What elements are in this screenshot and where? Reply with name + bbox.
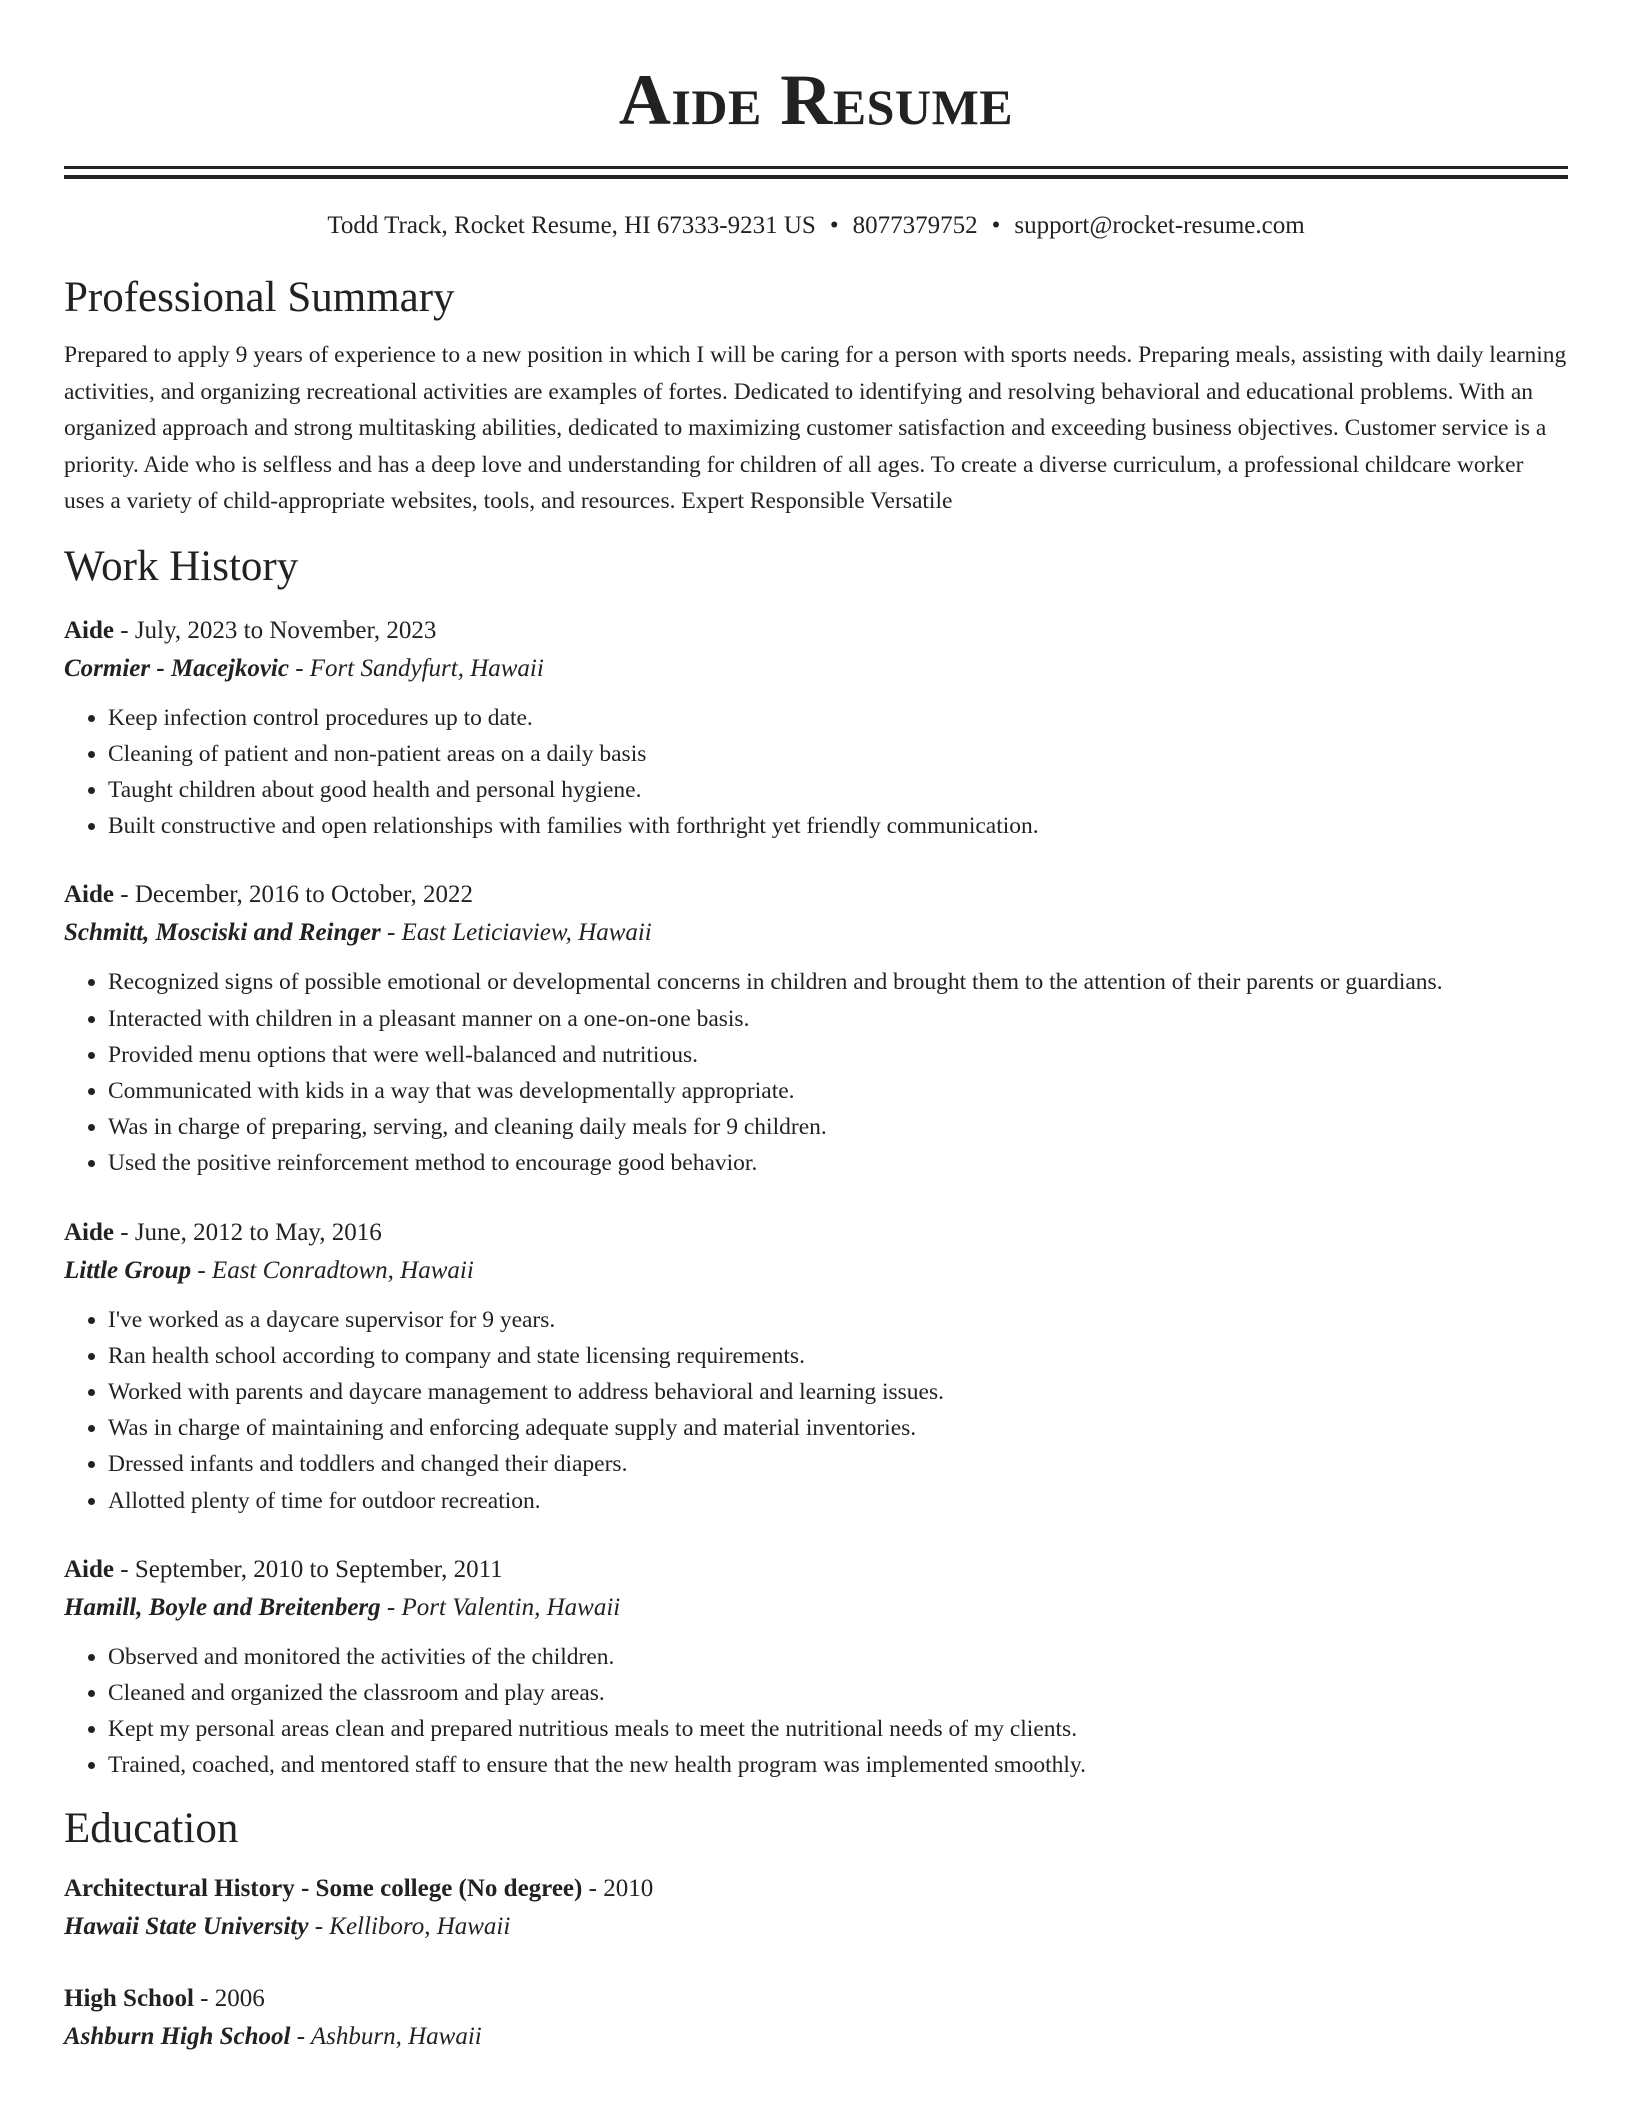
duty-item: • Keep infection control procedures up to date. bbox=[108, 700, 1568, 736]
employer-line bbox=[64, 1252, 1568, 1290]
job-location: Fort Sandyfurt, Hawaii bbox=[309, 654, 544, 682]
summary-heading: Professional Summary bbox=[64, 274, 455, 321]
degree-dash: - bbox=[193, 1984, 215, 2012]
employer-name: Little Group bbox=[64, 1256, 192, 1284]
duty-item: • Observed and monitored the activities of the children. bbox=[108, 1639, 1568, 1675]
duty-item: • Cleaned and organized the classroom and play areas. bbox=[108, 1675, 1568, 1711]
duty-item: • Kept my personal areas clean and prepared nutritious meals to meet the nutritional needs of my clients. bbox=[108, 1711, 1568, 1747]
duty-item: • Taught children about good health and personal hygiene. bbox=[108, 772, 1568, 808]
job-title-line bbox=[64, 612, 1568, 650]
job-title: Aide bbox=[64, 881, 114, 909]
employer-line bbox=[64, 914, 1568, 952]
contact-separator: • bbox=[991, 212, 1001, 239]
degree-dash: - bbox=[582, 1874, 604, 1902]
job-dash: - bbox=[114, 616, 135, 644]
degree-year: 2010 bbox=[603, 1874, 654, 1902]
duty-item: • Trained, coached, and mentored staff to ensure that the new health program was implemented smoothly. bbox=[108, 1747, 1568, 1783]
contact-line bbox=[64, 209, 1568, 243]
job-title: Aide bbox=[64, 616, 114, 644]
duty-item: • Allotted plenty of time for outdoor recreation. bbox=[108, 1483, 1568, 1519]
contact-address: Todd Track, Rocket Resume, HI 67333-9231 US bbox=[327, 212, 816, 239]
job-dash: - bbox=[191, 1256, 212, 1284]
duty-item: • I've worked as a daycare supervisor for 9 years. bbox=[108, 1302, 1568, 1338]
summary-text: Prepared to apply 9 years of experience to a new position in which I will be caring for a person with sports needs. Preparing meals, assisting with daily learning activities, and organizing recreational activities are examples of fortes. Dedicated to identifying and resolving behavioral and educational problems. With an organized approach and strong multitasking abilities, dedicated to maximizing customer satisfaction and exceeding business objectives. Customer service is a priority. Aide who is selfless and has a deep love and understanding for children of all ages. To create a diverse curriculum, a professional childcare worker uses a variety of child-appropriate websites, tools, and resources. Expert Responsible Versatile bbox=[64, 342, 1567, 514]
job-dates: September, 2010 to September, 2011 bbox=[134, 1555, 503, 1583]
school-name: Ashburn High School bbox=[64, 2022, 291, 2050]
duty-item: • Communicated with kids in a way that was developmentally appropriate. bbox=[108, 1073, 1568, 1109]
school-line bbox=[64, 2018, 1568, 2056]
duty-item: • Built constructive and open relationships with families with forthright yet friendly communication. bbox=[108, 808, 1568, 844]
job-dash: - bbox=[114, 1555, 135, 1583]
school-dash: - bbox=[290, 2022, 311, 2050]
duty-item: • Worked with parents and daycare management to address behavioral and learning issues. bbox=[108, 1374, 1568, 1410]
duty-list bbox=[64, 1639, 1568, 1784]
title-rule-bottom bbox=[64, 175, 1568, 179]
duty-item: • Interacted with children in a pleasant manner on a one-on-one basis. bbox=[108, 1001, 1568, 1037]
job-dates: December, 2016 to October, 2022 bbox=[134, 881, 473, 909]
job-dash: - bbox=[380, 919, 402, 947]
school-location: Ashburn, Hawaii bbox=[310, 2022, 482, 2050]
job-title-line bbox=[64, 1551, 1568, 1589]
job-location: East Conradtown, Hawaii bbox=[211, 1256, 474, 1284]
job-title-line bbox=[64, 1214, 1568, 1252]
school-name: Hawaii State University bbox=[64, 1912, 309, 1940]
employer-name: Hamill, Boyle and Breitenberg bbox=[64, 1593, 381, 1621]
duty-list bbox=[64, 1302, 1568, 1519]
degree-year: 2006 bbox=[214, 1984, 265, 2012]
job-title-line bbox=[64, 876, 1568, 914]
education-heading: Education bbox=[64, 1804, 239, 1852]
resume-title: Aide Resume bbox=[618, 60, 1014, 140]
job-title: Aide bbox=[64, 1555, 114, 1583]
education-entry bbox=[64, 1870, 1568, 1946]
job-title: Aide bbox=[64, 1218, 114, 1246]
employer-line bbox=[64, 650, 1568, 688]
employer-name: Cormier - Macejkovic bbox=[64, 654, 289, 682]
degree-line bbox=[64, 1980, 1568, 2018]
job-dash: - bbox=[114, 881, 135, 909]
resume-page bbox=[64, 0, 1568, 2056]
school-dash: - bbox=[308, 1912, 330, 1940]
job-location: East Leticiaview, Hawaii bbox=[401, 919, 652, 947]
school-line bbox=[64, 1908, 1568, 1946]
duty-list bbox=[64, 700, 1568, 845]
degree-name: High School bbox=[64, 1984, 194, 2012]
job-location: Port Valentin, Hawaii bbox=[401, 1593, 621, 1621]
work-history-heading: Work History bbox=[64, 542, 299, 590]
job-entry bbox=[64, 612, 1568, 845]
degree-line bbox=[64, 1870, 1568, 1908]
education-entry bbox=[64, 1980, 1568, 2056]
job-dash: - bbox=[114, 1218, 135, 1246]
duty-item: • Ran health school according to company and state licensing requirements. bbox=[108, 1338, 1568, 1374]
job-dates: July, 2023 to November, 2023 bbox=[134, 616, 437, 644]
degree-name: Architectural History - Some college (No degree) bbox=[64, 1874, 583, 1902]
job-entry bbox=[64, 1214, 1568, 1519]
contact-phone: 8077379752 bbox=[852, 212, 978, 239]
school-location: Kelliboro, Hawaii bbox=[329, 1912, 511, 1940]
job-entry bbox=[64, 876, 1568, 1181]
job-dash: - bbox=[380, 1593, 402, 1621]
duty-list bbox=[64, 964, 1568, 1181]
contact-email: support@rocket-resume.com bbox=[1014, 212, 1305, 239]
employer-line bbox=[64, 1589, 1568, 1627]
title-rule-top bbox=[64, 166, 1568, 169]
employer-name: Schmitt, Mosciski and Reinger bbox=[64, 919, 381, 947]
job-dash: - bbox=[288, 654, 310, 682]
duty-item: • Was in charge of preparing, serving, and cleaning daily meals for 9 children. bbox=[108, 1109, 1568, 1145]
duty-item: • Cleaning of patient and non-patient areas on a daily basis bbox=[108, 736, 1568, 772]
duty-item: • Dressed infants and toddlers and changed their diapers. bbox=[108, 1446, 1568, 1482]
job-entry bbox=[64, 1551, 1568, 1784]
contact-separator: • bbox=[829, 212, 839, 239]
duty-item: • Provided menu options that were well-balanced and nutritious. bbox=[108, 1037, 1568, 1073]
duty-item: • Used the positive reinforcement method to encourage good behavior. bbox=[108, 1145, 1568, 1181]
duty-item: • Was in charge of maintaining and enforcing adequate supply and material inventories. bbox=[108, 1410, 1568, 1446]
job-dates: June, 2012 to May, 2016 bbox=[134, 1218, 382, 1246]
duty-item: • Recognized signs of possible emotional or developmental concerns in children and brought them to the attention of their parents or guardians. bbox=[108, 964, 1568, 1000]
